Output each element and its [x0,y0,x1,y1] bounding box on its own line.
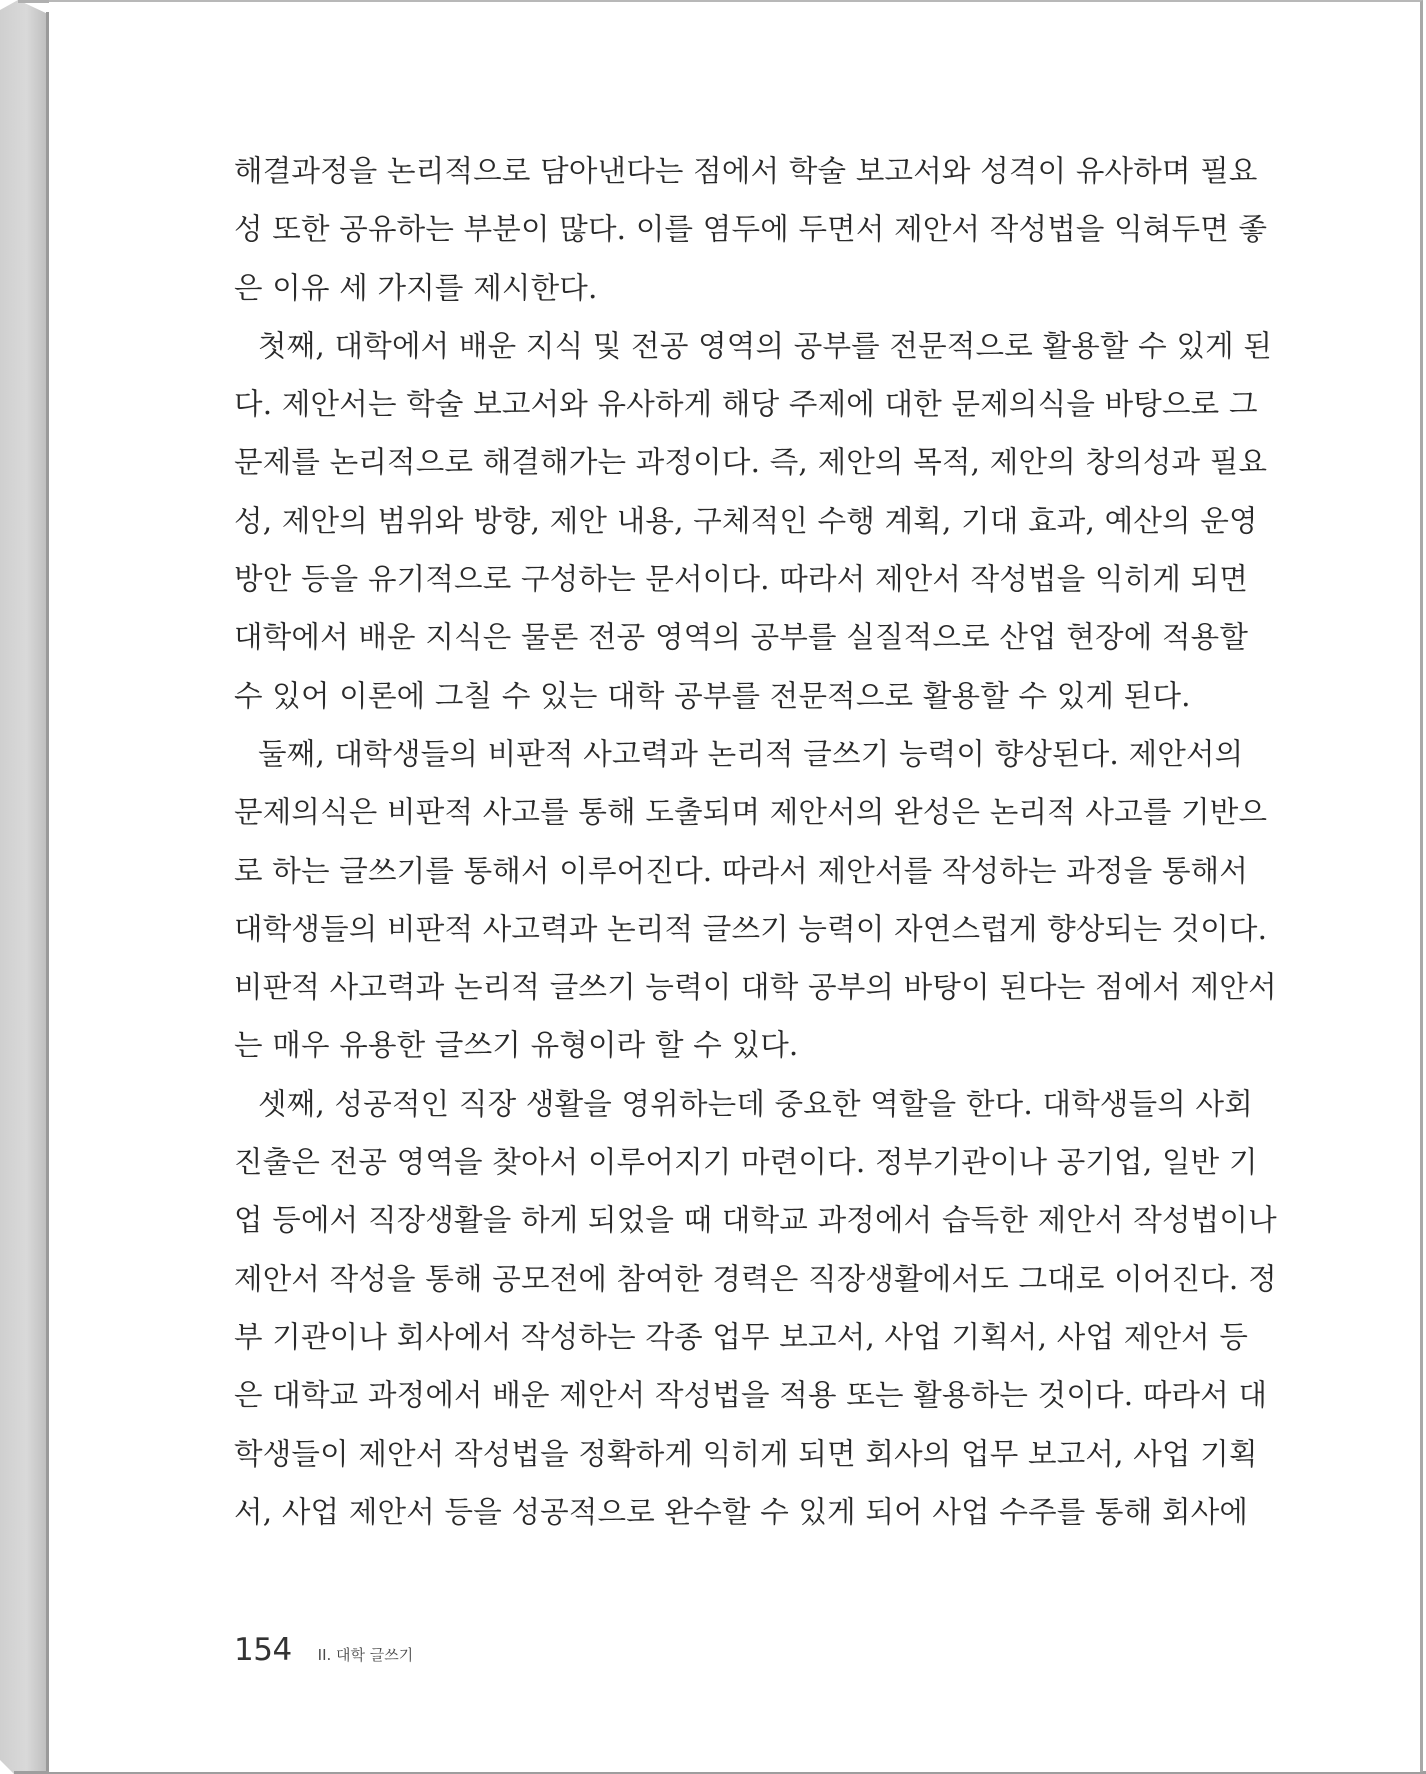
text-line: 문제를 논리적으로 해결해가는 과정이다. 즉, 제안의 목적, 제안의 창의성과 필요 [234,445,1268,480]
text-line: 제안서 작성을 통해 공모전에 참여한 경력은 직장생활에서도 그대로 이어진다. 정 [234,1261,1277,1296]
text-line: 로 하는 글쓰기를 통해서 이루어진다. 따라서 제안서를 작성하는 과정을 통해서 [234,853,1249,888]
text-line: 대학에서 배운 지식은 물론 전공 영역의 공부를 실질적으로 산업 현장에 적용할 [234,620,1249,655]
text-line: 서, 사업 제안서 등을 성공적으로 완수할 수 있게 되어 사업 수주를 통해 회사에 [234,1494,1249,1529]
page-number: 154 [234,1632,292,1668]
text-line: 부 기관이나 회사에서 작성하는 각종 업무 보고서, 사업 기획서, 사업 제안서 등 [234,1319,1249,1354]
text-line: 는 매우 유용한 글쓰기 유형이라 할 수 있다. [234,1028,799,1063]
paragraph-first-line: 둘째, 대학생들의 비판적 사고력과 논리적 글쓰기 능력이 향상된다. 제안서의 [258,736,1244,771]
text-line: 해결과정을 논리적으로 담아낸다는 점에서 학술 보고서와 성격이 유사하며 필요 [234,154,1258,188]
paragraph-first-line: 첫째, 대학에서 배운 지식 및 전공 영역의 공부를 전문적으로 활용할 수 있게 된 [258,328,1273,363]
text-line: 은 대학교 과정에서 배운 제안서 작성법을 적용 또는 활용하는 것이다. 따라서 대 [234,1378,1268,1413]
text-line: 비판적 사고력과 논리적 글쓰기 능력이 대학 공부의 바탕이 된다는 점에서 제안서 [234,970,1277,1005]
page-footer [234,1632,413,1668]
text-line: 수 있어 이론에 그칠 수 있는 대학 공부를 전문적으로 활용할 수 있게 된다. [234,678,1191,713]
paragraph-first-line: 셋째, 성공적인 직장 생활을 영위하는데 중요한 역할을 한다. 대학생들의 사회 [258,1086,1253,1121]
text-line: 다. 제안서는 학술 보고서와 유사하게 해당 주제에 대한 문제의식을 바탕으로 그 [234,387,1258,422]
book-spine [0,0,48,1774]
text-line: 문제의식은 비판적 사고를 통해 도출되며 제안서의 완성은 논리적 사고를 기반으 [234,795,1268,830]
text-line: 성 또한 공유하는 부분이 많다. 이를 염두에 두면서 제안서 작성법을 익혀두면 좋 [234,212,1268,247]
text-line: 성, 제안의 범위와 방향, 제안 내용, 구체적인 수행 계획, 기대 효과, 예산의 운영 [234,503,1258,538]
text-line: 은 이유 세 가지를 제시한다. [234,270,598,305]
text-line: 업 등에서 직장생활을 하게 되었을 때 대학교 과정에서 습득한 제안서 작성법이나 [234,1203,1277,1238]
text-line: 진출은 전공 영역을 찾아서 이루어지기 마련이다. 정부기관이나 공기업, 일반 기 [234,1145,1258,1180]
text-line: 방안 등을 유기적으로 구성하는 문서이다. 따라서 제안서 작성법을 익히게 되면 [234,562,1249,597]
section-label: II. 대학 글쓰기 [317,1646,414,1664]
body-text [234,142,1277,1541]
text-line: 대학생들의 비판적 사고력과 논리적 글쓰기 능력이 자연스럽게 향상되는 것이다. [234,911,1268,946]
text-line: 학생들이 제안서 작성법을 정확하게 익히게 되면 회사의 업무 보고서, 사업 기획 [234,1436,1258,1471]
